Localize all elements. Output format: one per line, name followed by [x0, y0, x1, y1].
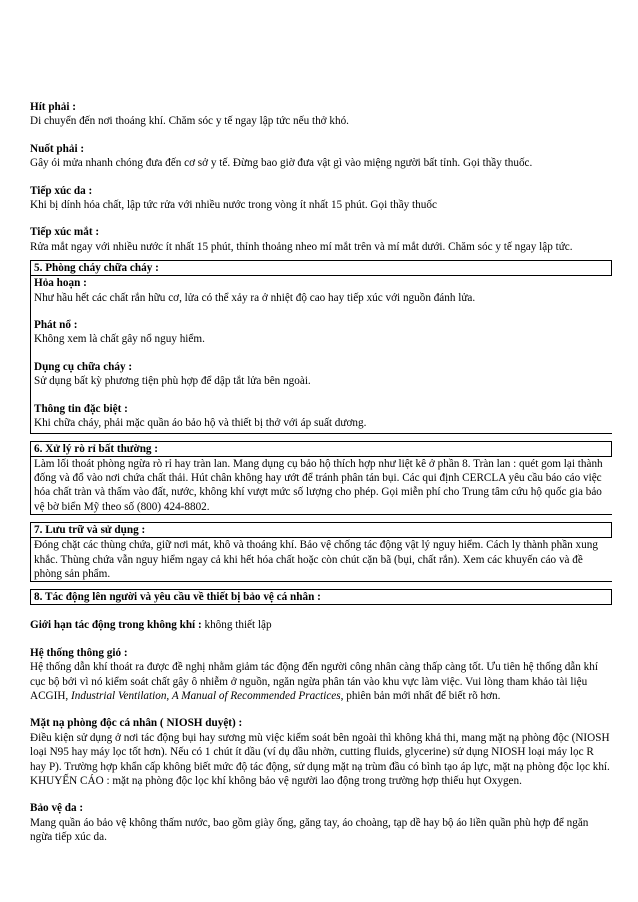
paragraph: Mang quần áo bảo vệ không thấm nước, bao gồm giày ống, găng tay, áo choàng, tạp dề hay bộ áo liền quần phù hợp để ngăn ngừa tiếp xúc da.: [30, 816, 589, 844]
paragraph: Điều kiện sử dụng ở nơi tác động bụi hay sương mù việc kiểm soát bên ngoài thì không khả thi, mang mặt nạ phòng độc (NIOSH loại N95 hay máy lọc tốt hơn). Nếu có 1 chút ít dầu (ví dụ dầu nhờn, cutting fluids, glycerine) sử dụng NIOSH loại máy lọc R hay P). Trường hợp khẩn cấp không biết mức độ tác động, sử dụng mặt nạ trùm đầu có bình tạo áp lực, mặt nạ phòng độc lọc khí. KHUYẾN CÁO : mặt nạ phòng độc lọc khí không bảo vệ người lao động trong trường hợp thiếu hụt Oxygen.: [30, 731, 610, 787]
fire-hazard: [34, 276, 612, 305]
paragraph: Làm lối thoát phòng ngừa rò rỉ hay tràn lan. Mang dụng cụ bảo hộ thích hợp như liệt kê ở phần 8. Tràn lan : quét gom lại thành đống và đổ vào nơi chứa chất thải. Hút chân không hay ướt để tránh phân tán bụi. Các qui định CERCLA yêu cầu báo cáo việc hóa chất tràn và thấm vào đất, nước, không khí vượt mức số lượng cho phép. Gọi miễn phí cho Trung tâm cứu hộ quốc gia bảo vệ bờ biển Mỹ theo số (800) 424-8802.: [34, 457, 603, 513]
paragraph: Khi chữa cháy, phải mặc quần áo bảo hộ và thiết bị thở với áp suất dương.: [34, 417, 367, 430]
exposure-limit-label: Giới hạn tác động trong không khí :: [30, 619, 202, 632]
paragraph: Đóng chặt các thùng chứa, giữ nơi mát, khô và thoáng khí. Bảo vệ chống tác động vật lý nguy hiểm. Cách ly thành phần xung khắc. Thùng chứa vẫn nguy hiểm ngay cả khi hết hóa chất hoặc còn chút cặn bã (bụi, chất rắn). Xem các khuyến cáo và đề phòng sản phẩm.: [34, 539, 598, 580]
first-aid-inhalation: [30, 100, 612, 129]
subheading: Nuốt phải :: [30, 142, 85, 155]
subheading: Tiếp xúc da :: [30, 184, 93, 197]
first-aid-eyes: [30, 225, 612, 254]
subheading: Thông tin đặc biệt :: [34, 402, 128, 415]
subheading: Hỏa hoạn :: [34, 277, 87, 290]
paragraph: Không xem là chất gây nổ nguy hiểm.: [34, 333, 205, 346]
section-7-body: [30, 538, 612, 582]
section-5-heading: 5. Phòng cháy chữa cháy :: [30, 260, 612, 276]
special-info: [34, 402, 612, 431]
skin-protection: [30, 801, 612, 844]
spacer: [30, 605, 612, 618]
section-5-body: [30, 276, 612, 433]
ventilation-text: Hệ thống dẫn khí thoát ra được đề nghị nhằm giảm tác động đến người công nhân càng thấp càng tốt. Ưu tiên hệ thống dẫn khí cục bộ bởi vì nó kiểm soát chất gây ô nhiễm ở nguồn, ngăn ngừa phân tán vào khu vực làm việc. Vui lòng tham khảo tài liệu ACGIH,: [30, 661, 598, 702]
paragraph: Sử dụng bất kỳ phương tiện phù hợp để dập tắt lửa bên ngoài.: [34, 375, 311, 388]
subheading: Dụng cụ chữa cháy :: [34, 360, 133, 373]
exposure-limit-value: không thiết lập: [201, 619, 272, 632]
document-content: [30, 100, 612, 858]
section-6-heading: 6. Xử lý rò rỉ bất thường :: [30, 441, 612, 457]
first-aid-skin: [30, 184, 612, 213]
explosion: [34, 318, 612, 347]
paragraph: [30, 660, 612, 703]
ventilation-reference-title: Industrial Ventilation, A Manual of Recommended Practices,: [71, 689, 344, 702]
paragraph: Như hầu hết các chất rắn hữu cơ, lửa có thể xảy ra ở nhiệt độ cao hay tiếp xúc với nguồn đánh lửa.: [34, 291, 476, 304]
respirator: [30, 716, 612, 788]
subheading: Mặt nạ phòng độc cá nhân ( NIOSH duyệt) :: [30, 717, 243, 730]
extinguishing-media: [34, 360, 612, 389]
subheading: Hệ thống thông gió :: [30, 646, 128, 659]
section-6-body: [30, 457, 612, 516]
paragraph: Rửa mắt ngay với nhiều nước ít nhất 15 phút, thỉnh thoảng nheo mí mắt trên và mí mắt dưới. Chăm sóc y tế ngay lập tức.: [30, 240, 573, 253]
paragraph: Di chuyển đến nơi thoáng khí. Chăm sóc y tế ngay lập tức nếu thở khó.: [30, 115, 349, 128]
subheading: Bảo vệ da :: [30, 802, 84, 815]
section-7-heading: 7. Lưu trữ và sử dụng :: [30, 522, 612, 538]
subheading: Phát nổ :: [34, 319, 78, 332]
exposure-limit: [30, 618, 612, 632]
section-8-heading: 8. Tác động lên người và yêu cầu về thiết bị bảo vệ cá nhân :: [30, 589, 612, 605]
paragraph: Khi bị dính hóa chất, lập tức rửa với nhiều nước trong vòng ít nhất 15 phút. Gọi thầy thuốc: [30, 199, 437, 212]
paragraph: Gây ói mửa nhanh chóng đưa đến cơ sở y tế. Đừng bao giờ đưa vật gì vào miệng người bất tỉnh. Gọi thầy thuốc.: [30, 157, 533, 170]
subheading: Hít phải :: [30, 101, 77, 113]
subheading: Tiếp xúc mắt :: [30, 226, 100, 239]
ventilation: [30, 646, 612, 704]
ventilation-tail: phiên bản mới nhất để biết rõ hơn.: [343, 689, 501, 702]
first-aid-ingestion: [30, 142, 612, 171]
